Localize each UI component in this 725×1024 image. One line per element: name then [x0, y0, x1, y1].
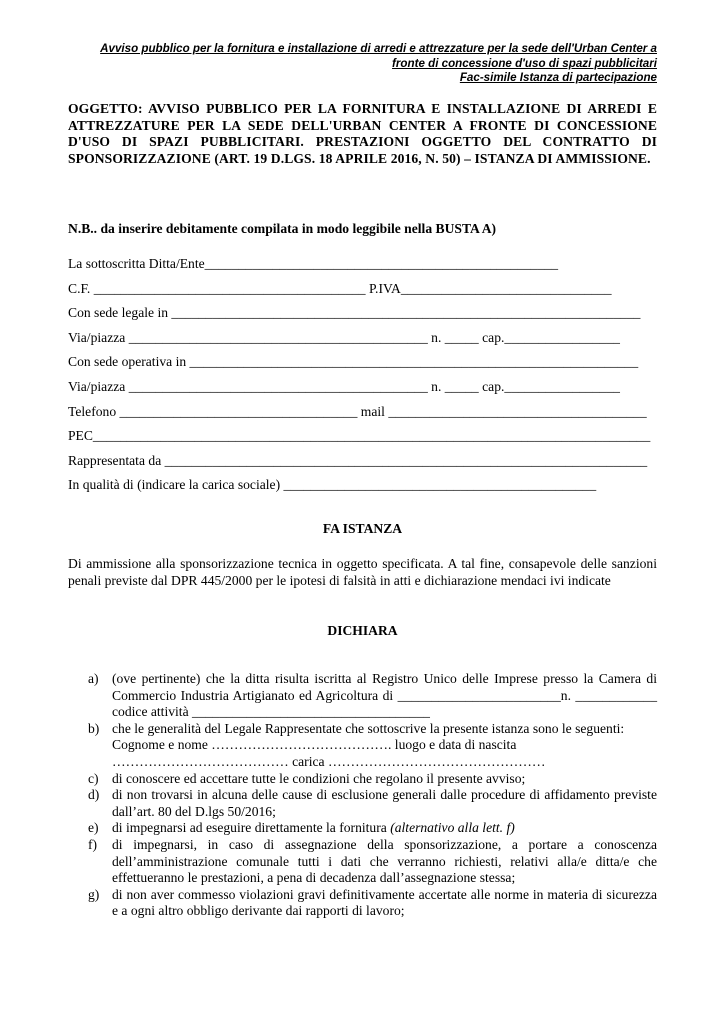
item-label: b) [88, 720, 100, 736]
field-cf-piva[interactable]: C.F. ________________________________________ P.IVA_______________________________ [68, 280, 612, 296]
item-b-line-3: ………………………………… carica ………………………………………… [112, 753, 546, 769]
item-text: di impegnarsi ad eseguire direttamente la fornitura [112, 820, 391, 836]
item-text: di non aver commesso violazioni gravi definitivamente accertate alle norme in materia di sicurezza e a ogni altro obbligo derivante dai rapporti di lavoro; [112, 886, 657, 919]
item-label: f) [88, 836, 98, 852]
list-item-b [68, 721, 657, 771]
item-label: a) [88, 671, 99, 686]
list-item-g [68, 887, 657, 920]
field-rappresentata-da[interactable]: Rappresentata da _______________________________________________________________________ [68, 452, 648, 468]
header-line-1: Avviso pubblico per la fornitura e installazione di arredi e attrezzature per la sede dell'Urban Center a [100, 42, 657, 55]
dichiara-heading: DICHIARA [327, 623, 398, 638]
field-sede-operativa[interactable]: Con sede operativa in __________________________________________________________________ [68, 354, 639, 370]
item-text: di conoscere ed accettare tutte le condizioni che regolano il presente avviso; [112, 770, 526, 786]
running-header [60, 42, 657, 86]
list-item-c [68, 771, 657, 788]
list-item-e [68, 820, 657, 837]
item-text: (ove pertinente) che la ditta risulta iscritta al Registro Unico delle Imprese presso la Camera di Commercio Industria Artigianato ed Agricoltura di ________________________n. ____________ codice attività ___________________________________ [112, 671, 657, 720]
header-line-2: fronte di concessione d'uso di spazi pubblicitari [392, 56, 657, 70]
item-label: c) [88, 770, 99, 786]
item-text: di impegnarsi, in caso di assegnazione della sponsorizzazione, a portare a conoscenza dell’amministrazione comunale tutti i dati che verranno richiesti, relativi alla/e ditta/e che effettueranno le prestazioni, a pena di decadenza dall’assegnazione stessa; [112, 836, 657, 886]
field-pec[interactable]: PEC__________________________________________________________________________________ [68, 428, 651, 444]
item-label: d) [88, 787, 100, 803]
field-ditta-ente[interactable]: La sottoscritta Ditta/Ente____________________________________________________ [68, 256, 559, 271]
item-e-italic-note: (alternativo alla lett. f) [390, 820, 515, 836]
field-via-piazza-legale[interactable]: Via/piazza ____________________________________________ n. _____ cap._________________ [68, 329, 620, 345]
field-via-piazza-operativa[interactable]: Via/piazza ____________________________________________ n. _____ cap._________________ [68, 378, 620, 394]
item-label: e) [88, 820, 99, 836]
list-item-f [68, 837, 657, 887]
item-text: di non trovarsi in alcuna delle cause di esclusione generali dalle procedure di affidamento previste dall’art. 80 del D.lgs 50/2016; [112, 787, 657, 819]
field-sede-legale[interactable]: Con sede legale in _____________________________________________________________________ [68, 305, 641, 321]
item-text: che le generalità del Legale Rappresentate che sottoscrive la presente istanza sono le seguenti: [112, 720, 625, 736]
field-qualita[interactable]: In qualità di (indicare la carica sociale) ______________________________________________ [68, 477, 597, 493]
item-b-line-2: Cognome e nome …………………………………. luogo e data di nascita [112, 737, 517, 753]
note-line: N.B.. da inserire debitamente compilata in modo leggibile nella BUSTA A) [68, 221, 497, 236]
field-telefono-mail[interactable]: Telefono ___________________________________ mail ______________________________________ [68, 403, 647, 419]
subject-label: OGGETTO [68, 101, 138, 116]
list-item-a [68, 671, 657, 721]
declaration-list [68, 671, 657, 920]
subject-text: : AVVISO PUBBLICO PER LA FORNITURA E INSTALLAZIONE DI ARREDI E ATTREZZATURE PER LA SEDE DELL'URBAN CENTER A FRONTE DI CONCESSIONE D'USO DI SPAZI PUBBLICITARI. PRESTAZIONI OGGETTO DEL CONTRATTO DI SPONSORIZZAZIONE (ART. 19 D.LGS. 18 APRILE 2016, N. 50) – ISTANZA DI AMMISSIONE. [68, 101, 657, 166]
fa-istanza-heading: FA ISTANZA [322, 521, 403, 536]
list-item-d [68, 787, 657, 820]
istanza-paragraph: Di ammissione alla sponsorizzazione tecnica in oggetto specificata. A tal fine, consapevole delle sanzioni penali previste dal DPR 445/2000 per le ipotesi di falsità in atti e dichiarazione mendaci ivi indicate [68, 556, 657, 588]
subject-paragraph [68, 101, 657, 167]
applicant-fields [68, 255, 657, 501]
header-line-3: Fac-simile Istanza di partecipazione [459, 71, 657, 84]
item-label: g) [88, 886, 100, 902]
